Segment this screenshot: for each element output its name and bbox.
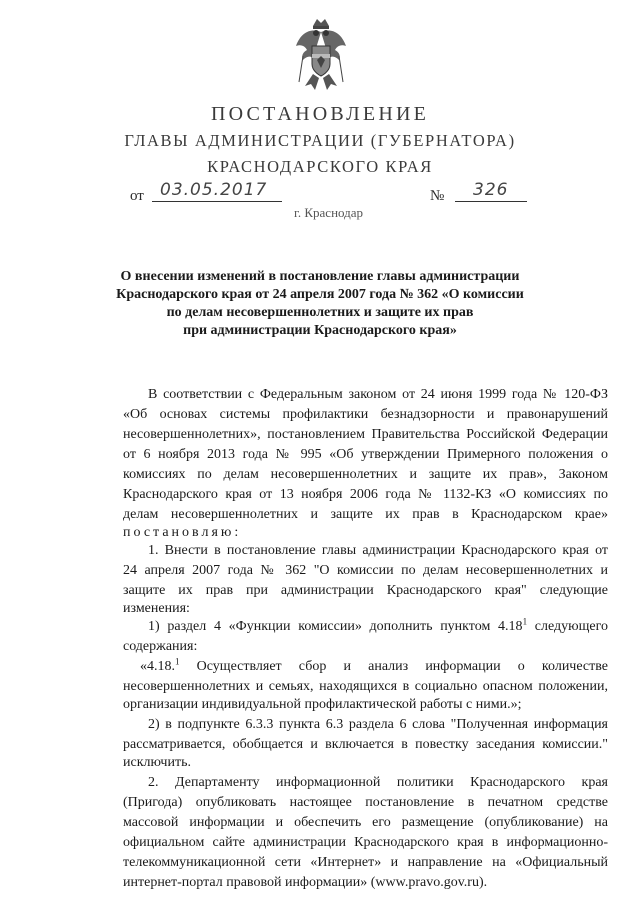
body-line: защите их прав при администрации Краснодарского края" следующие — [123, 583, 608, 598]
body-line: 2) в подпункте 6.3.3 пункта 6.3 раздела 6 слова "Полученная информация — [148, 717, 608, 732]
date-underline — [152, 201, 282, 202]
item1-text-end: следующего — [527, 619, 608, 634]
quote-number: «4.18. — [140, 659, 175, 674]
body-line: телекоммуникационной сети «Интернет» и направление на «Официальный — [123, 855, 608, 870]
superscript: 1 — [522, 616, 528, 627]
document-title — [0, 268, 640, 340]
body-line: массовой информации и обеспечить его размещение (опубликование) на — [123, 815, 608, 830]
number-sign: № — [430, 188, 445, 204]
document-number: 326 — [473, 180, 509, 200]
body-line: рассматривается, обобщается и включается в повестку заседания комиссии." — [123, 737, 608, 752]
body-line: интернет-портал правовой информации» (www.pravo.gov.ru). — [123, 875, 488, 890]
body-line: от 6 ноября 2013 года № 995 «Об утверждении Примерного положения о — [123, 447, 608, 462]
body-line: В соответствии с Федеральным законом от 24 июня 1999 года № 120-ФЗ — [148, 387, 608, 402]
body-line: Краснодарского края от 13 ноября 2006 года № 1132-КЗ «О комиссиях по — [123, 487, 608, 502]
quote-line — [140, 658, 608, 675]
body-line: комиссиях по делам несовершеннолетних и защите их прав», Законом — [123, 467, 608, 482]
title-line: Краснодарского края от 24 апреля 2007 года № 362 «О комиссии — [116, 287, 524, 302]
document-date: 03.05.2017 — [160, 180, 268, 200]
body-line: «Об основах системы профилактики безнадзорности и правонарушений — [123, 407, 608, 422]
decree-word: постановляю: — [123, 525, 242, 540]
city: г. Краснодар — [294, 205, 364, 220]
body-line: 2. Департаменту информационной политики Краснодарского края — [148, 775, 608, 790]
region-heading: КРАСНОДАРСКОГО КРАЯ — [207, 157, 433, 176]
superscript: 1 — [175, 656, 180, 667]
body-line: исключить. — [123, 755, 191, 770]
item1-text: 1) раздел 4 «Функции комиссии» дополнить пунктом 4.18 — [148, 619, 523, 634]
krasnodar-coat-of-arms-icon — [293, 16, 349, 92]
body-line: несовершеннолетних», постановлением Правительства Российской Федерации — [123, 427, 608, 442]
title-line: при администрации Краснодарского края» — [183, 323, 457, 338]
title-line: по делам несовершеннолетних и защите их прав — [166, 305, 474, 320]
number-underline — [455, 201, 527, 202]
body-line: делам несовершеннолетних и защите их прав в Краснодарском крае» — [123, 507, 608, 522]
body-line: организации индивидуальной профилактической работы с ними.»; — [123, 697, 522, 712]
issuer-heading: ГЛАВЫ АДМИНИСТРАЦИИ (ГУБЕРНАТОРА) — [124, 131, 516, 150]
body-line: изменения: — [123, 601, 190, 616]
date-prefix: от — [130, 188, 144, 204]
body-line: 1. Внести в постановление главы администрации Краснодарского края от — [148, 543, 608, 558]
quote-text: Осуществляет сбор и анализ информации о количестве — [179, 659, 608, 674]
body-line: несовершеннолетних и семьях, находящихся в социально опасном положении, — [123, 679, 608, 694]
body-line: официальном сайте администрации Краснодарского края в информационно- — [123, 835, 608, 850]
title-line: О внесении изменений в постановление главы администрации — [120, 269, 520, 284]
body-line-item1 — [148, 618, 608, 635]
body-line: 24 апреля 2007 года № 362 "О комиссии по делам несовершеннолетних и — [123, 563, 608, 578]
body-line: (Пригода) опубликовать настоящее постановление в печатном средстве — [123, 795, 608, 810]
document-type-heading: ПОСТАНОВЛЕНИЕ — [210, 103, 430, 125]
body-line: содержания: — [123, 639, 198, 654]
